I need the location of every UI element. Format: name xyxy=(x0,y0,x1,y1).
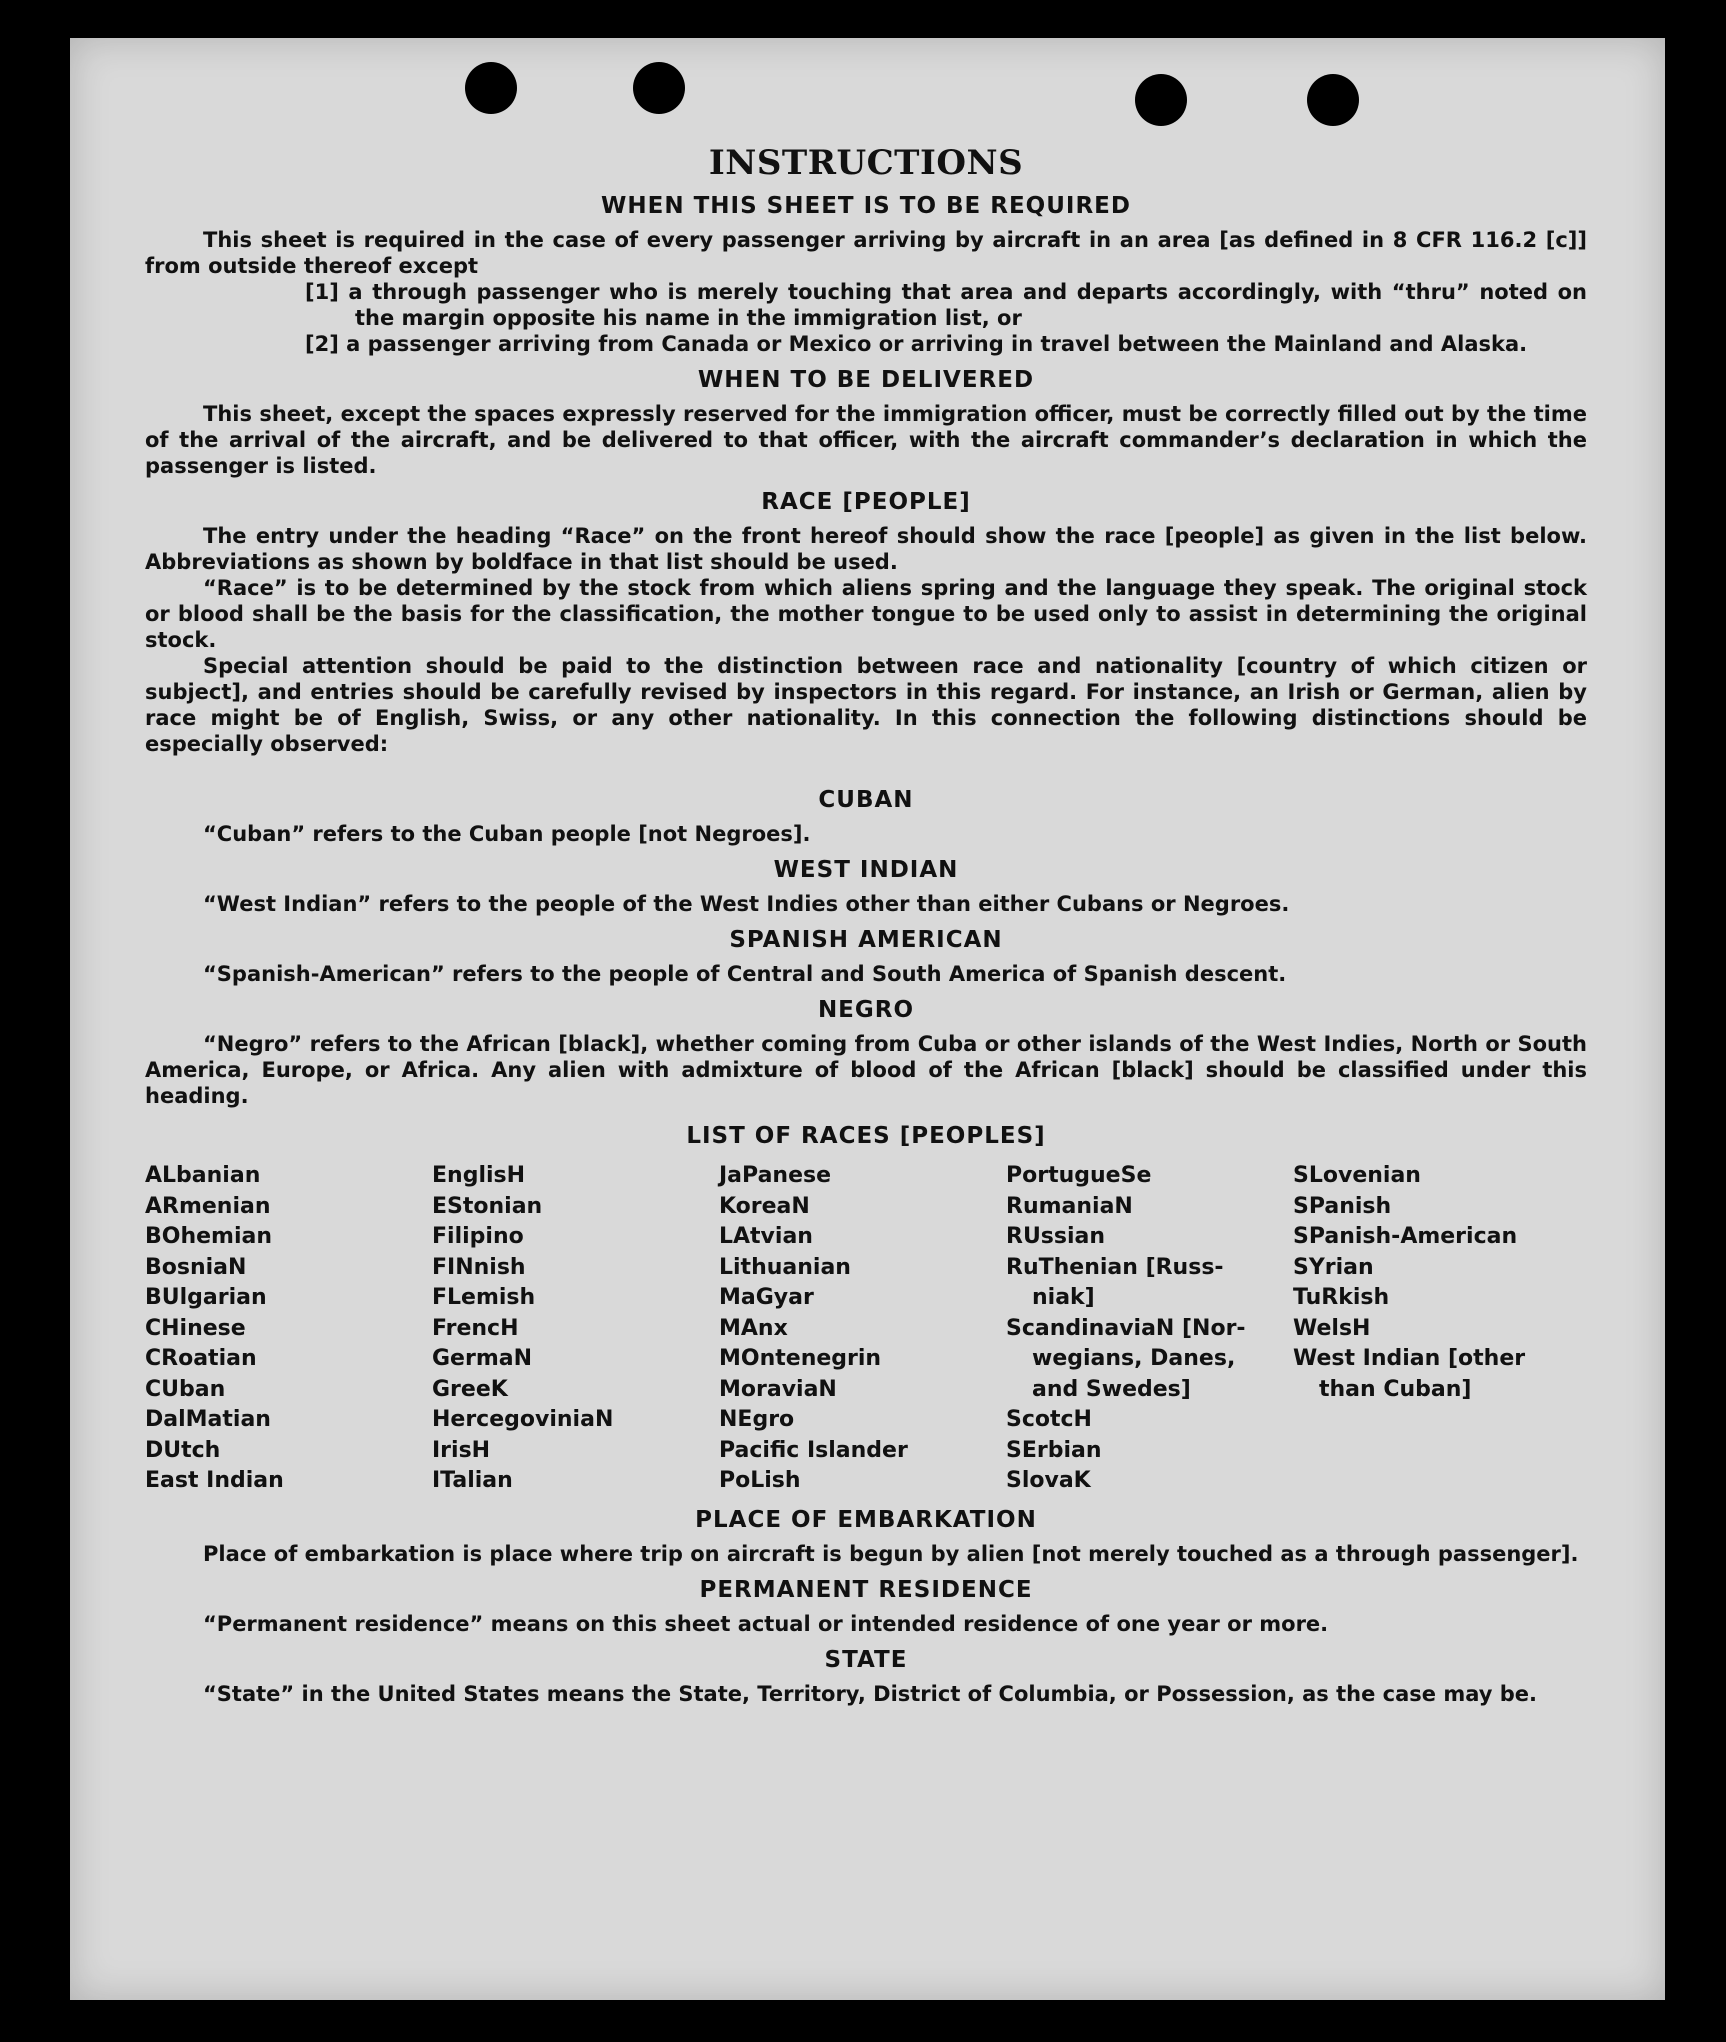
race-item: GermaN xyxy=(432,1346,533,1371)
race-item-continued: than Cuban] xyxy=(1319,1376,1472,1402)
race-item: ITalian xyxy=(432,1468,513,1493)
race-paragraph: Special attention should be paid to the distinction between race and nationality [country of which citizen or subject], and entries should be carefully revised by inspectors in this regard. For instance, an Irish or German, alien by race might be of English, Swiss, or any other nationality. In this connection the following distinctions should be especially observed: xyxy=(145,654,1587,756)
race-item: SLovenian xyxy=(1293,1163,1421,1188)
race-item-continued: wegians, Danes, xyxy=(1032,1346,1236,1371)
punch-hole xyxy=(1135,74,1187,126)
race-item: SPanish xyxy=(1293,1193,1392,1219)
race-item: MOntenegrin xyxy=(719,1346,882,1371)
race-item: SPanish-American xyxy=(1293,1224,1518,1249)
race-item: MaGyar xyxy=(719,1285,814,1310)
cuban-text: “Cuban” refers to the Cuban people [not Negroes]. xyxy=(203,822,811,846)
race-item: SYrian xyxy=(1293,1254,1374,1280)
heading-permanent-residence: PERMANENT RESIDENCE xyxy=(699,1576,1033,1603)
race-item: MoraviaN xyxy=(719,1376,837,1402)
race-item: Filipino xyxy=(432,1224,524,1249)
race-item: BosniaN xyxy=(145,1254,247,1280)
when-required-intro: This sheet is required in the case of every passenger arriving by aircraft in an area [as defined in 8 CFR 116.2 [c]] from outside thereof except xyxy=(145,228,1587,278)
race-item: MAnx xyxy=(719,1315,788,1341)
race-item: FINnish xyxy=(432,1254,526,1280)
heading-list-of-races: LIST OF RACES [PEOPLES] xyxy=(686,1123,1046,1149)
race-item: East Indian xyxy=(145,1468,284,1493)
when-delivered-text: This sheet, except the spaces expressly reserved for the immigration officer, must be correctly filled out by the time of the arrival of the aircraft, and be delivered to that officer, with the aircraft commander’s declaration in which the passenger is listed. xyxy=(145,402,1587,478)
race-item: WelsH xyxy=(1293,1315,1371,1341)
race-item: RUssian xyxy=(1006,1224,1106,1249)
race-item: Lithuanian xyxy=(719,1254,851,1280)
race-item: ScotcH xyxy=(1006,1407,1092,1432)
page-title: INSTRUCTIONS xyxy=(708,143,1024,183)
state-text: “State” in the United States means the State, Territory, District of Columbia, or Possession, as the case may be. xyxy=(203,1681,1537,1706)
race-item: EStonian xyxy=(432,1193,543,1219)
race-item: DUtch xyxy=(145,1437,221,1463)
race-item-continued: niak] xyxy=(1032,1285,1095,1310)
heading-spanish-american: SPANISH AMERICAN xyxy=(729,927,1003,953)
exception-item: [2] a passenger arriving from Canada or Mexico or arriving in travel between the Mainland and Alaska. xyxy=(305,332,1528,356)
race-item: CHinese xyxy=(145,1315,246,1341)
embarkation-text: Place of embarkation is place where trip on aircraft is begun by alien [not merely touched as a through passenger]. xyxy=(203,1541,1579,1566)
race-item: PoLish xyxy=(719,1468,801,1493)
race-item: CUban xyxy=(145,1376,226,1402)
race-item: IrisH xyxy=(432,1437,491,1463)
punch-hole xyxy=(1307,74,1359,126)
exception-item: [1] a through passenger who is merely touching that area and departs accordingly, with “thru” noted on the margin opposite his name in the immigration list, or xyxy=(305,280,1587,330)
race-list xyxy=(145,1161,1587,1497)
race-item: FrencH xyxy=(432,1315,519,1341)
race-item: EnglisH xyxy=(432,1163,526,1188)
heading-race: RACE [PEOPLE] xyxy=(761,489,971,515)
race-item: West Indian [other xyxy=(1293,1346,1526,1371)
heading-when-required: WHEN THIS SHEET IS TO BE REQUIRED xyxy=(601,193,1131,219)
heading-west-indian: WEST INDIAN xyxy=(773,857,959,883)
heading-state: STATE xyxy=(824,1646,908,1673)
race-item: BUlgarian xyxy=(145,1285,267,1310)
race-item: KoreaN xyxy=(719,1193,810,1219)
race-item: PortugueSe xyxy=(1006,1163,1152,1188)
race-item: NEgro xyxy=(719,1407,795,1432)
punch-hole xyxy=(465,62,517,114)
punch-hole xyxy=(633,62,685,114)
heading-when-delivered: WHEN TO BE DELIVERED xyxy=(697,367,1035,393)
race-item: DalMatian xyxy=(145,1407,271,1432)
race-item: HercegoviniaN xyxy=(432,1407,614,1432)
race-item: ScandinaviaN [Nor- xyxy=(1006,1315,1246,1341)
race-item: LAtvian xyxy=(719,1224,813,1249)
instructions-content xyxy=(145,143,1587,1707)
race-column xyxy=(719,1161,1006,1497)
heading-embarkation: PLACE OF EMBARKATION xyxy=(695,1506,1037,1533)
race-paragraph: “Race” is to be determined by the stock from which aliens spring and the language they speak. The original stock or blood shall be the basis for the classification, the mother tongue to be used only to assist in determining the original stock. xyxy=(145,576,1587,652)
document-sheet xyxy=(70,38,1665,2000)
race-item: Pacific Islander xyxy=(719,1437,908,1463)
race-column xyxy=(1293,1161,1580,1497)
race-item: JaPanese xyxy=(719,1163,832,1188)
race-item: ALbanian xyxy=(145,1163,261,1188)
race-item: SErbian xyxy=(1006,1437,1102,1463)
race-item: SlovaK xyxy=(1006,1468,1091,1493)
race-item: ARmenian xyxy=(145,1193,271,1219)
negro-text: “Negro” refers to the African [black], whether coming from Cuba or other islands of the West Indies, North or South America, Europe, or Africa. Any alien with admixture of blood of the African [black] should be classified under this heading. xyxy=(145,1032,1587,1108)
race-item: TuRkish xyxy=(1293,1285,1390,1310)
race-item: BOhemian xyxy=(145,1224,273,1249)
race-item: RuThenian [Russ- xyxy=(1006,1254,1224,1280)
heading-cuban: CUBAN xyxy=(818,787,914,813)
race-column xyxy=(432,1161,719,1497)
race-item: CRoatian xyxy=(145,1346,257,1371)
west-indian-text: “West Indian” refers to the people of the West Indies other than either Cubans or Negroes. xyxy=(203,892,1290,916)
race-paragraph: The entry under the heading “Race” on the front hereof should show the race [people] as given in the list below. Abbreviations as shown by boldface in that list should be used. xyxy=(145,524,1587,574)
race-item: GreeK xyxy=(432,1376,508,1402)
permanent-residence-text: “Permanent residence” means on this sheet actual or intended residence of one year or more. xyxy=(203,1611,1329,1636)
race-item: FLemish xyxy=(432,1285,536,1310)
race-item: RumaniaN xyxy=(1006,1193,1133,1219)
spanish-american-text: “Spanish-American” refers to the people of Central and South America of Spanish descent. xyxy=(203,962,1287,986)
race-column xyxy=(1006,1161,1293,1497)
heading-negro: NEGRO xyxy=(817,997,915,1023)
race-item-continued: and Swedes] xyxy=(1032,1376,1191,1402)
race-column xyxy=(145,1161,432,1497)
